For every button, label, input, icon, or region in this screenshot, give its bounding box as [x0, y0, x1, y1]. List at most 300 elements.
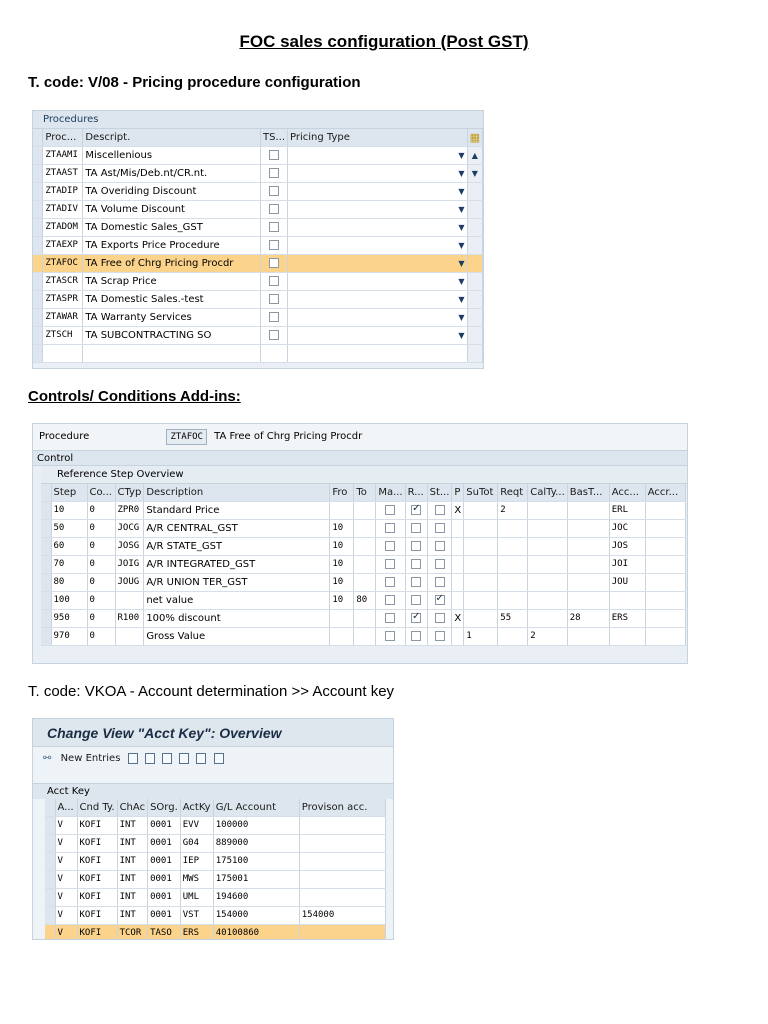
to-cell[interactable] [354, 519, 376, 537]
account-key-cell[interactable]: JOU [609, 573, 645, 591]
requirement-cell[interactable] [498, 573, 528, 591]
col-calty[interactable]: CalTy... [528, 484, 567, 501]
condition-type-cell[interactable]: KOFI [77, 906, 117, 924]
manual-checkbox[interactable] [385, 613, 395, 623]
subtotal-cell[interactable] [464, 537, 498, 555]
required-checkbox[interactable] [411, 505, 421, 515]
accrual-cell[interactable] [645, 501, 685, 519]
chart-of-accounts-cell[interactable]: INT [117, 834, 147, 852]
procedure-row[interactable] [33, 200, 483, 218]
row-selector[interactable] [33, 236, 43, 254]
subtotal-cell[interactable] [464, 555, 498, 573]
col-co[interactable]: Co... [87, 484, 115, 501]
col-accr[interactable]: Accr... [645, 484, 685, 501]
to-cell[interactable] [354, 555, 376, 573]
step-cell[interactable]: 70 [51, 555, 87, 573]
sales-org-cell[interactable]: 0001 [148, 888, 181, 906]
ts-checkbox[interactable] [269, 204, 279, 214]
col-descript[interactable]: Descript. [83, 129, 261, 146]
requirement-cell[interactable]: 55 [498, 609, 528, 627]
gl-account-cell[interactable]: 175100 [213, 852, 299, 870]
application-cell[interactable]: V [55, 816, 77, 834]
account-key-cell[interactable] [609, 591, 645, 609]
step-cell[interactable]: 50 [51, 519, 87, 537]
statistical-checkbox[interactable] [435, 523, 445, 533]
to-cell[interactable] [354, 537, 376, 555]
control-row[interactable] [41, 501, 685, 519]
condition-type-cell[interactable]: KOFI [77, 834, 117, 852]
description-cell[interactable]: A/R INTEGRATED_GST [144, 555, 330, 573]
delete-icon[interactable] [145, 753, 155, 764]
statistical-checkbox[interactable] [435, 631, 445, 641]
control-row[interactable] [41, 555, 685, 573]
to-cell[interactable] [354, 627, 376, 645]
to-cell[interactable] [354, 501, 376, 519]
calc-type-cell[interactable]: 2 [528, 627, 567, 645]
pricing-type-dropdown[interactable] [288, 254, 468, 272]
subtotal-cell[interactable] [464, 519, 498, 537]
control-row[interactable] [41, 609, 685, 627]
pricing-type-dropdown[interactable] [288, 164, 468, 182]
requirement-cell[interactable] [498, 555, 528, 573]
subtotal-cell[interactable] [464, 501, 498, 519]
procedure-row[interactable] [33, 236, 483, 254]
print-cell[interactable] [452, 627, 464, 645]
required-checkbox[interactable] [411, 541, 421, 551]
select-block-icon[interactable] [196, 753, 206, 764]
row-selector[interactable] [45, 870, 55, 888]
requirement-cell[interactable] [498, 519, 528, 537]
application-cell[interactable]: V [55, 852, 77, 870]
row-selector[interactable] [41, 591, 51, 609]
row-selector[interactable] [33, 146, 43, 164]
counter-cell[interactable]: 0 [87, 555, 115, 573]
condition-type-cell[interactable]: JOSG [115, 537, 144, 555]
accrual-cell[interactable] [645, 519, 685, 537]
control-row[interactable] [41, 519, 685, 537]
account-key-cell[interactable]: EVV [180, 816, 213, 834]
provision-account-cell[interactable]: 154000 [299, 906, 385, 924]
procedure-row[interactable] [33, 326, 483, 344]
gl-account-cell[interactable]: 40100860 [213, 924, 299, 940]
condition-type-cell[interactable] [115, 591, 144, 609]
statistical-checkbox[interactable] [435, 577, 445, 587]
row-selector[interactable] [33, 182, 43, 200]
acct-key-row[interactable] [45, 888, 385, 906]
manual-checkbox[interactable] [385, 505, 395, 515]
chevron-down-icon[interactable]: ▼ [458, 258, 465, 268]
description-cell[interactable]: A/R STATE_GST [144, 537, 330, 555]
pricing-type-dropdown[interactable] [288, 146, 468, 164]
counter-cell[interactable]: 0 [87, 627, 115, 645]
col-st[interactable]: St... [427, 484, 452, 501]
ts-checkbox[interactable] [269, 222, 279, 232]
print-cell[interactable]: X [452, 501, 464, 519]
account-key-cell[interactable]: ERS [180, 924, 213, 940]
row-selector[interactable] [33, 218, 43, 236]
chart-of-accounts-cell[interactable]: INT [117, 870, 147, 888]
print-cell[interactable] [452, 591, 464, 609]
glasses-icon[interactable]: ⚯ [43, 753, 52, 764]
account-key-cell[interactable]: ERL [609, 501, 645, 519]
provision-account-cell[interactable] [299, 834, 385, 852]
acct-key-row[interactable] [45, 906, 385, 924]
control-row[interactable] [41, 573, 685, 591]
chevron-down-icon[interactable]: ▼ [458, 276, 465, 286]
chart-of-accounts-cell[interactable]: INT [117, 888, 147, 906]
base-type-cell[interactable] [567, 519, 609, 537]
provision-account-cell[interactable] [299, 816, 385, 834]
col-step[interactable]: Step [51, 484, 87, 501]
new-entries-button[interactable]: New Entries [60, 753, 121, 764]
col-provision-acc[interactable]: Provison acc. [299, 799, 385, 816]
row-selector[interactable] [33, 254, 43, 272]
col-a[interactable]: A... [55, 799, 77, 816]
calc-type-cell[interactable] [528, 555, 567, 573]
accrual-cell[interactable] [645, 555, 685, 573]
account-key-cell[interactable]: JOS [609, 537, 645, 555]
account-key-cell[interactable]: UML [180, 888, 213, 906]
procedure-row[interactable] [33, 254, 483, 272]
col-p[interactable]: P [452, 484, 464, 501]
calc-type-cell[interactable] [528, 609, 567, 627]
sales-org-cell[interactable]: 0001 [148, 870, 181, 888]
condition-type-cell[interactable]: KOFI [77, 924, 117, 940]
description-cell[interactable]: A/R UNION TER_GST [144, 573, 330, 591]
ts-checkbox[interactable] [269, 276, 279, 286]
counter-cell[interactable]: 0 [87, 519, 115, 537]
sales-org-cell[interactable]: 0001 [148, 834, 181, 852]
pricing-type-dropdown[interactable] [288, 290, 468, 308]
row-selector[interactable] [45, 834, 55, 852]
ts-checkbox[interactable] [269, 240, 279, 250]
gl-account-cell[interactable]: 889000 [213, 834, 299, 852]
chevron-down-icon[interactable]: ▼ [458, 204, 465, 214]
scroll-up-icon[interactable]: ▲ [467, 146, 482, 164]
chart-of-accounts-cell[interactable]: INT [117, 852, 147, 870]
description-cell[interactable]: 100% discount [144, 609, 330, 627]
condition-type-cell[interactable]: JOUG [115, 573, 144, 591]
description-cell[interactable]: Gross Value [144, 627, 330, 645]
base-type-cell[interactable] [567, 591, 609, 609]
from-cell[interactable]: 10 [330, 519, 354, 537]
from-cell[interactable]: 10 [330, 555, 354, 573]
statistical-checkbox[interactable] [435, 613, 445, 623]
provision-account-cell[interactable] [299, 924, 385, 940]
condition-type-cell[interactable]: ZPR0 [115, 501, 144, 519]
row-selector[interactable] [41, 501, 51, 519]
manual-checkbox[interactable] [385, 559, 395, 569]
procedure-row[interactable] [33, 164, 483, 182]
pricing-type-dropdown[interactable] [288, 182, 468, 200]
chart-of-accounts-cell[interactable]: INT [117, 816, 147, 834]
calc-type-cell[interactable] [528, 501, 567, 519]
col-r[interactable]: R... [405, 484, 427, 501]
subtotal-cell[interactable] [464, 591, 498, 609]
step-cell[interactable]: 80 [51, 573, 87, 591]
col-bast[interactable]: BasT... [567, 484, 609, 501]
acct-key-row[interactable] [45, 924, 385, 940]
condition-type-cell[interactable]: JOCG [115, 519, 144, 537]
provision-account-cell[interactable] [299, 870, 385, 888]
scroll-down-icon[interactable]: ▼ [467, 164, 482, 182]
calc-type-cell[interactable] [528, 591, 567, 609]
required-checkbox[interactable] [411, 613, 421, 623]
row-selector[interactable] [33, 272, 43, 290]
select-all-icon[interactable] [179, 753, 189, 764]
acct-key-row[interactable] [45, 816, 385, 834]
col-pricing-type[interactable]: Pricing Type [288, 129, 468, 146]
account-key-cell[interactable]: VST [180, 906, 213, 924]
row-selector[interactable] [45, 816, 55, 834]
account-key-cell[interactable]: ERS [609, 609, 645, 627]
ts-checkbox[interactable] [269, 330, 279, 340]
provision-account-cell[interactable] [299, 852, 385, 870]
step-cell[interactable]: 100 [51, 591, 87, 609]
description-cell[interactable]: net value [144, 591, 330, 609]
application-cell[interactable]: V [55, 924, 77, 940]
control-tab[interactable]: Control [33, 450, 687, 466]
account-key-cell[interactable] [609, 627, 645, 645]
col-fro[interactable]: Fro [330, 484, 354, 501]
ts-checkbox[interactable] [269, 312, 279, 322]
row-selector[interactable] [45, 852, 55, 870]
account-key-cell[interactable]: G04 [180, 834, 213, 852]
counter-cell[interactable]: 0 [87, 537, 115, 555]
application-cell[interactable]: V [55, 870, 77, 888]
subtotal-cell[interactable] [464, 573, 498, 591]
col-ts[interactable]: TS... [261, 129, 288, 146]
ts-checkbox[interactable] [269, 258, 279, 268]
acct-select-all[interactable] [45, 799, 55, 816]
row-selector[interactable] [33, 290, 43, 308]
row-selector[interactable] [33, 326, 43, 344]
control-row[interactable] [41, 591, 685, 609]
col-gl-account[interactable]: G/L Account [213, 799, 299, 816]
condition-type-cell[interactable]: KOFI [77, 870, 117, 888]
counter-cell[interactable]: 0 [87, 609, 115, 627]
to-cell[interactable] [354, 573, 376, 591]
procedure-row[interactable] [33, 218, 483, 236]
col-ma[interactable]: Ma... [376, 484, 405, 501]
select-all-cell[interactable] [33, 129, 43, 146]
chart-of-accounts-cell[interactable]: INT [117, 906, 147, 924]
row-selector[interactable] [41, 573, 51, 591]
from-cell[interactable] [330, 501, 354, 519]
accrual-cell[interactable] [645, 573, 685, 591]
control-row[interactable] [41, 537, 685, 555]
sales-org-cell[interactable]: TASO [148, 924, 181, 940]
condition-type-cell[interactable]: JOIG [115, 555, 144, 573]
col-chac[interactable]: ChAc [117, 799, 147, 816]
required-checkbox[interactable] [411, 631, 421, 641]
base-type-cell[interactable] [567, 555, 609, 573]
pricing-type-dropdown[interactable] [288, 272, 468, 290]
row-selector[interactable] [45, 924, 55, 940]
acct-key-row[interactable] [45, 852, 385, 870]
chevron-down-icon[interactable]: ▼ [458, 186, 465, 196]
print-cell[interactable] [452, 573, 464, 591]
statistical-checkbox[interactable] [435, 505, 445, 515]
from-cell[interactable]: 10 [330, 537, 354, 555]
procedure-row[interactable] [33, 308, 483, 326]
chevron-down-icon[interactable]: ▼ [458, 168, 465, 178]
copy-icon[interactable] [128, 753, 138, 764]
requirement-cell[interactable] [498, 537, 528, 555]
print-cell[interactable] [452, 537, 464, 555]
application-cell[interactable]: V [55, 834, 77, 852]
ts-checkbox[interactable] [269, 294, 279, 304]
print-cell[interactable] [452, 555, 464, 573]
procedure-code-field[interactable]: ZTAFOC [166, 429, 207, 445]
condition-type-cell[interactable]: KOFI [77, 888, 117, 906]
application-cell[interactable]: V [55, 906, 77, 924]
required-checkbox[interactable] [411, 523, 421, 533]
chart-of-accounts-cell[interactable]: TCOR [117, 924, 147, 940]
subtotal-cell[interactable] [464, 609, 498, 627]
description-cell[interactable]: A/R CENTRAL_GST [144, 519, 330, 537]
account-key-cell[interactable]: JOI [609, 555, 645, 573]
requirement-cell[interactable] [498, 591, 528, 609]
undo-icon[interactable] [162, 753, 172, 764]
base-type-cell[interactable] [567, 573, 609, 591]
required-checkbox[interactable] [411, 559, 421, 569]
calc-type-cell[interactable] [528, 537, 567, 555]
calc-type-cell[interactable] [528, 519, 567, 537]
procedure-row[interactable] [33, 146, 483, 164]
print-cell[interactable]: X [452, 609, 464, 627]
required-checkbox[interactable] [411, 577, 421, 587]
gl-account-cell[interactable]: 154000 [213, 906, 299, 924]
account-key-cell[interactable]: IEP [180, 852, 213, 870]
chevron-down-icon[interactable]: ▼ [458, 294, 465, 304]
row-selector[interactable] [41, 519, 51, 537]
chevron-down-icon[interactable]: ▼ [458, 330, 465, 340]
manual-checkbox[interactable] [385, 631, 395, 641]
step-cell[interactable]: 950 [51, 609, 87, 627]
statistical-checkbox[interactable] [435, 595, 445, 605]
pricing-type-dropdown[interactable] [288, 236, 468, 254]
provision-account-cell[interactable] [299, 888, 385, 906]
manual-checkbox[interactable] [385, 541, 395, 551]
row-selector[interactable] [33, 308, 43, 326]
col-ctyp[interactable]: CTyp [115, 484, 144, 501]
manual-checkbox[interactable] [385, 595, 395, 605]
subtotal-cell[interactable]: 1 [464, 627, 498, 645]
condition-type-cell[interactable]: KOFI [77, 816, 117, 834]
ts-checkbox[interactable] [269, 150, 279, 160]
row-selector[interactable] [41, 555, 51, 573]
step-cell[interactable]: 60 [51, 537, 87, 555]
chevron-down-icon[interactable]: ▼ [458, 222, 465, 232]
account-key-cell[interactable]: JOC [609, 519, 645, 537]
col-proc[interactable]: Proc... [43, 129, 83, 146]
col-sorg[interactable]: SOrg. [148, 799, 181, 816]
gl-account-cell[interactable]: 194600 [213, 888, 299, 906]
step-cell[interactable]: 10 [51, 501, 87, 519]
description-cell[interactable]: Standard Price [144, 501, 330, 519]
to-cell[interactable]: 80 [354, 591, 376, 609]
col-description[interactable]: Description [144, 484, 330, 501]
application-cell[interactable]: V [55, 888, 77, 906]
from-cell[interactable]: 10 [330, 591, 354, 609]
procedure-row[interactable] [33, 290, 483, 308]
accrual-cell[interactable] [645, 627, 685, 645]
step-cell[interactable]: 970 [51, 627, 87, 645]
required-checkbox[interactable] [411, 595, 421, 605]
column-settings-icon[interactable]: ▦ [467, 129, 482, 146]
counter-cell[interactable]: 0 [87, 501, 115, 519]
counter-cell[interactable]: 0 [87, 573, 115, 591]
account-key-cell[interactable]: MWS [180, 870, 213, 888]
ts-checkbox[interactable] [269, 168, 279, 178]
col-reqt[interactable]: Reqt [498, 484, 528, 501]
chevron-down-icon[interactable]: ▼ [458, 240, 465, 250]
col-acc[interactable]: Acc... [609, 484, 645, 501]
deselect-all-icon[interactable] [214, 753, 224, 764]
ts-checkbox[interactable] [269, 186, 279, 196]
row-selector[interactable] [41, 609, 51, 627]
base-type-cell[interactable] [567, 501, 609, 519]
sales-org-cell[interactable]: 0001 [148, 906, 181, 924]
statistical-checkbox[interactable] [435, 541, 445, 551]
from-cell[interactable] [330, 609, 354, 627]
manual-checkbox[interactable] [385, 523, 395, 533]
col-sutot[interactable]: SuTot [464, 484, 498, 501]
col-actky[interactable]: ActKy [180, 799, 213, 816]
row-selector[interactable] [33, 200, 43, 218]
col-to[interactable]: To [354, 484, 376, 501]
chevron-down-icon[interactable]: ▼ [458, 312, 465, 322]
procedure-row[interactable] [33, 272, 483, 290]
print-cell[interactable] [452, 519, 464, 537]
pricing-type-dropdown[interactable] [288, 218, 468, 236]
accrual-cell[interactable] [645, 609, 685, 627]
row-selector[interactable] [41, 537, 51, 555]
base-type-cell[interactable] [567, 537, 609, 555]
to-cell[interactable] [354, 609, 376, 627]
row-selector[interactable] [33, 164, 43, 182]
base-type-cell[interactable]: 28 [567, 609, 609, 627]
pricing-type-dropdown[interactable] [288, 326, 468, 344]
control-row[interactable] [41, 627, 685, 645]
from-cell[interactable] [330, 627, 354, 645]
chevron-down-icon[interactable]: ▼ [458, 150, 465, 160]
calc-type-cell[interactable] [528, 573, 567, 591]
sales-org-cell[interactable]: 0001 [148, 852, 181, 870]
counter-cell[interactable]: 0 [87, 591, 115, 609]
row-selector[interactable] [45, 888, 55, 906]
col-cnd-ty[interactable]: Cnd Ty. [77, 799, 117, 816]
from-cell[interactable]: 10 [330, 573, 354, 591]
base-type-cell[interactable] [567, 627, 609, 645]
pricing-type-dropdown[interactable] [288, 200, 468, 218]
condition-type-cell[interactable] [115, 627, 144, 645]
manual-checkbox[interactable] [385, 577, 395, 587]
statistical-checkbox[interactable] [435, 559, 445, 569]
requirement-cell[interactable]: 2 [498, 501, 528, 519]
row-selector[interactable] [41, 627, 51, 645]
gl-account-cell[interactable]: 175001 [213, 870, 299, 888]
row-selector[interactable] [45, 906, 55, 924]
accrual-cell[interactable] [645, 591, 685, 609]
requirement-cell[interactable] [498, 627, 528, 645]
gl-account-cell[interactable]: 100000 [213, 816, 299, 834]
condition-type-cell[interactable]: R100 [115, 609, 144, 627]
procedure-row[interactable] [33, 182, 483, 200]
sales-org-cell[interactable]: 0001 [148, 816, 181, 834]
accrual-cell[interactable] [645, 537, 685, 555]
